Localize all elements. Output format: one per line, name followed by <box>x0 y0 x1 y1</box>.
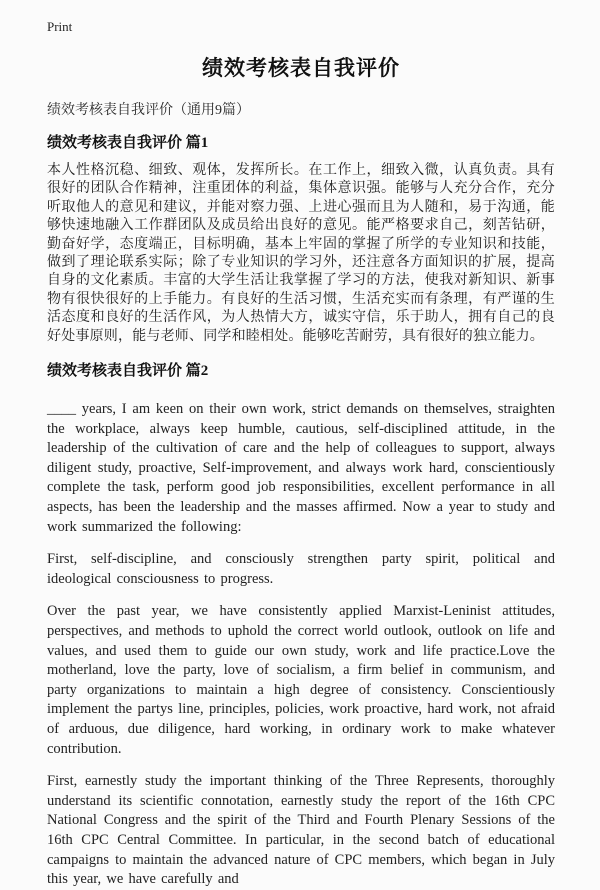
page-title: 绩效考核表自我评价 <box>202 56 400 80</box>
paragraph-part2-three-represents: First, earnestly study the important thinking of the Three Represents, thoroughly understand its scientific connotation, earnestly study the report of the 16th CPC National Congress and the spirit of the Third and Fourth Plenary Sessions of the 16th CPC Central Committee. In particular, in the second batch of educational campaigns to maintain the advanced nature of CPC members, which began in July this year, we have carefully and <box>47 773 555 888</box>
paragraph-part1-self-evaluation: 本人性格沉稳、细致、观体，发挥所长。在工作上，细致入微，认真负责。具有很好的团队合作精神，注重团体的利益，集体意识强。能够与人充分合作，充分听取他人的意见和建议，并能对察力强、上进心强而且为人随和，易于沟通，能够快速地融入工作群团队及成员给出良好的意见。能严格要求自己，刻苦钻研，勤奋好学，态度端正，目标明确，基本上牢固的掌握了所学的专业知识和技能，做到了理论联系实际；除了专业知识的学习外，还注意各方面知识的扩展，提高自身的文化素质。丰富的大学生活让我掌握了学习的方法，使我对新知识、新事物有很快很好的上手能力。有良好的生活习惯，生活充实而有条理，有严谨的生活态度和良好的生活作风，为人热情大方，诚实守信，乐于助人，拥有自己的良好处事原则，能与老师、同学和睦相处。能够吃苦耐劳，具有很好的独立能力。 <box>47 163 555 344</box>
paragraph-part2-intro: ____ years, I am keen on their own work, strict demands on themselves, straighten the workplace, always keep humble, cautious, self-disciplined attitude, in the leadership of the cultivation of care and the help of colleagues to support, always diligent study, proactive, Self-improvement, and always work hard, conscientiously complete the task, perform good job responsibilities, excellent performance in all aspects, has been the leadership and the masses affirmed. Now a year to study and work summarized the following: <box>47 401 555 535</box>
doc-subtitle: 绩效考核表自我评价（通用9篇） <box>47 103 250 118</box>
print-button[interactable]: Print <box>47 19 73 34</box>
paragraph-part2-first-discipline: First, self-discipline, and consciously strengthen party spirit, political and ideological consciousness to progress. <box>47 551 555 587</box>
section-heading-part2: 绩效考核表自我评价 篇2 <box>47 363 209 380</box>
section-heading-part1: 绩效考核表自我评价 篇1 <box>47 135 209 151</box>
paragraph-part2-past-year: Over the past year, we have consistently applied Marxist-Leninist attitudes, perspectives, and methods to uphold the correct world outlook, outlook on life and values, and used them to guide our own study, work and life practice.Love the motherland, love the party, love of socialism, a firm belief in communism, and party organizations to maintain a high degree of consistency. Conscientiously implement the partys line, principles, policies, work proactive, hard work, not afraid of arduous, due diligence, hard working, in ordinary work to make whatever contribution. <box>47 603 555 757</box>
